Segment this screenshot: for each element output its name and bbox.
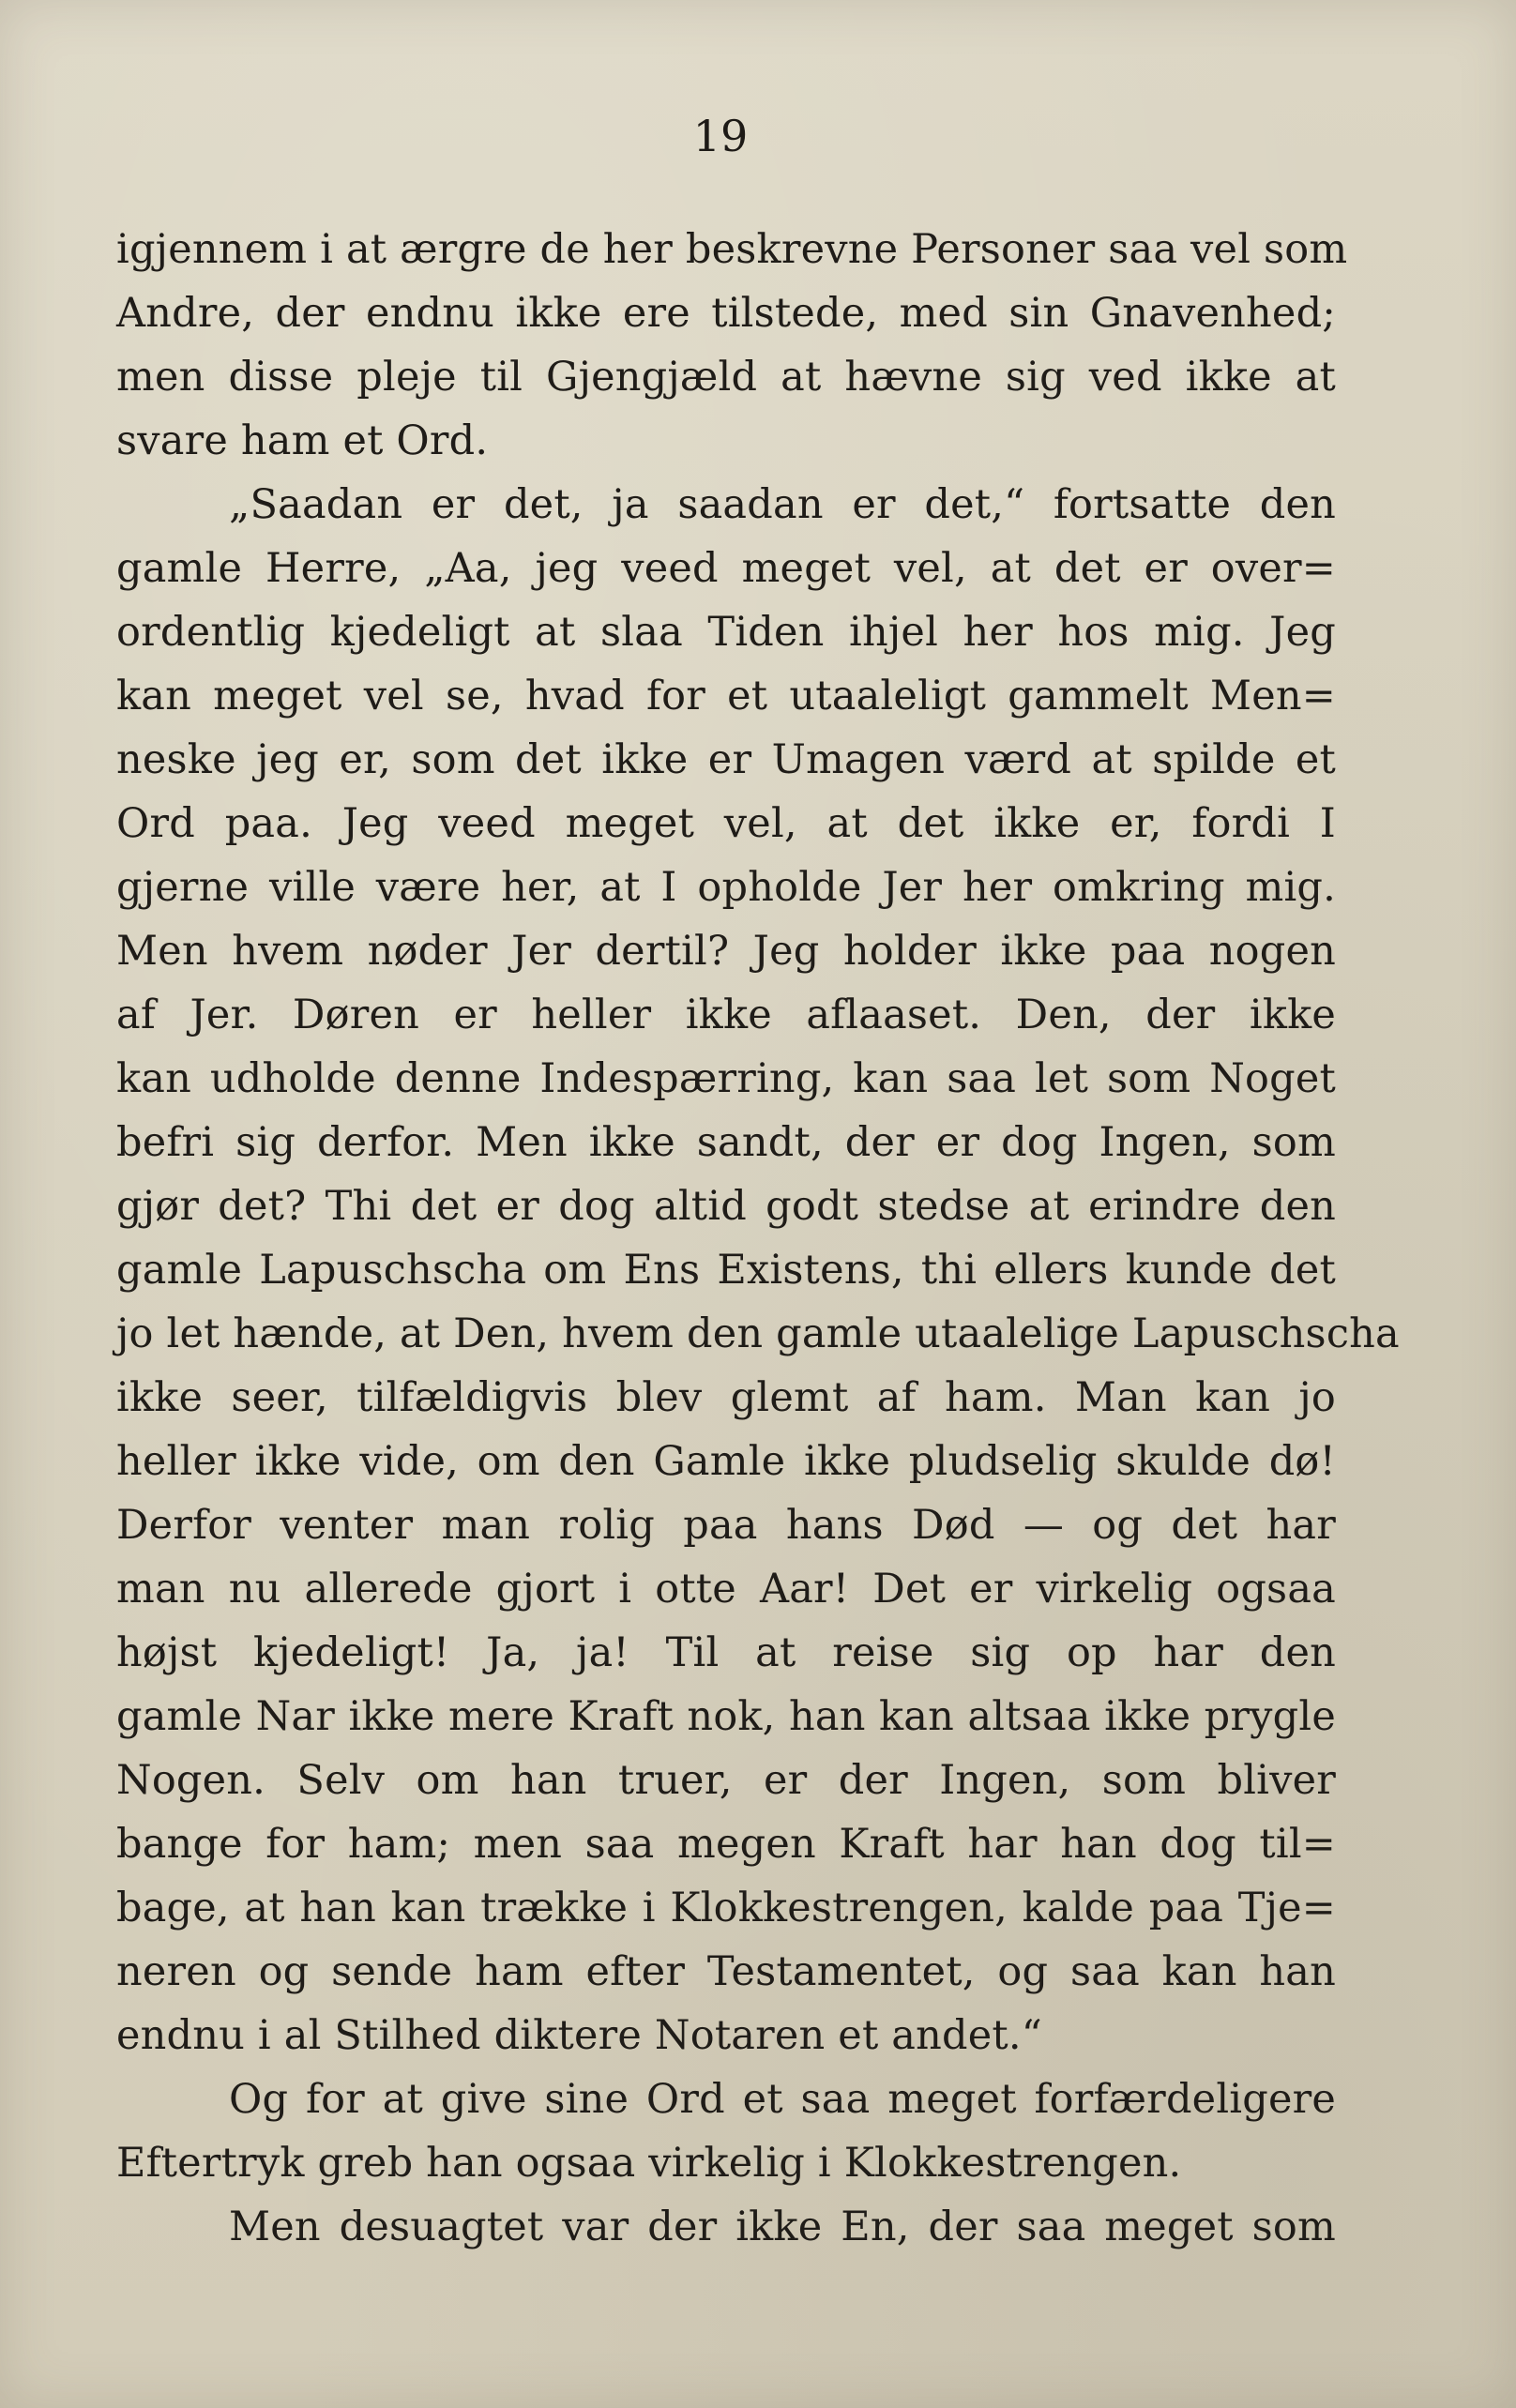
text-line: Men desuagtet var der ikke En, der saa meget som [229,2204,1336,2250]
text-line: af Jer. Døren er heller ikke aflaaset. Den, der ikke [116,992,1336,1038]
text-line: endnu i al Stilhed diktere Notaren et andet.“ [116,2012,1042,2059]
text-line: neren og sende ham efter Testamentet, og saa kan han [116,1948,1336,1995]
text-line: Nogen. Selv om han truer, er der Ingen, som bliver [116,1757,1336,1804]
text-line: kan meget vel se, hvad for et utaaleligt gammelt Men= [116,673,1336,719]
text-line: neske jeg er, som det ikke er Umagen værd at spilde et [116,736,1336,783]
text-line: Derfor venter man rolig paa hans Død — og det har [116,1502,1336,1549]
text-line: gamle Lapuschscha om Ens Existens, thi ellers kunde det [116,1247,1336,1294]
text-line: jo let hænde, at Den, hvem den gamle utaalelige Lapuschscha [116,1310,1400,1357]
text-line: befri sig derfor. Men ikke sandt, der er dog Ingen, som [116,1119,1336,1166]
text-line: Men hvem nøder Jer dertil? Jeg holder ikke paa nogen [116,928,1336,975]
text-line: gjerne ville være her, at I opholde Jer her omkring mig. [116,864,1336,911]
text-line: „Saadan er det, ja saadan er det,“ fortsatte den [229,481,1336,528]
text-line: men disse pleje til Gjengjæld at hævne sig ved ikke at [116,354,1336,401]
text-line: bage, at han kan trække i Klokkestrengen, kalde paa Tje= [116,1885,1336,1931]
text-line: igjennem i at ærgre de her beskrevne Personer saa vel som [116,226,1348,273]
text-line: man nu allerede gjort i otte Aar! Det er virkelig ogsaa [116,1566,1336,1613]
text-line: gamle Nar ikke mere Kraft nok, han kan altsaa ikke prygle [116,1693,1336,1740]
text-line: ikke seer, tilfældigvis blev glemt af ham. Man kan jo [116,1374,1336,1421]
page-number: 19 [692,111,749,161]
text-line: Ord paa. Jeg veed meget vel, at det ikke er, fordi I [116,800,1336,847]
text-line: Og for at give sine Ord et saa meget forfærdeligere [229,2076,1336,2123]
text-line: gjør det? Thi det er dog altid godt stedse at erindre den [116,1183,1336,1230]
text-line: højst kjedeligt! Ja, ja! Til at reise sig op har den [116,1629,1336,1676]
text-line: Andre, der endnu ikke ere tilstede, med sin Gnavenhed; [116,290,1336,337]
text-line: bange for ham; men saa megen Kraft har han dog til= [116,1821,1336,1868]
text-line: svare ham et Ord. [116,417,489,464]
text-line: kan udholde denne Indespærring, kan saa let som Noget [116,1055,1336,1102]
text-line: heller ikke vide, om den Gamle ikke pludselig skulde dø! [116,1438,1336,1485]
body-text [116,218,1400,2259]
text-line: Eftertryk greb han ogsaa virkelig i Klokkestrengen. [116,2140,1182,2187]
text-line: ordentlig kjedeligt at slaa Tiden ihjel her hos mig. Jeg [116,609,1336,656]
text-line: gamle Herre, „Aa, jeg veed meget vel, at det er over= [116,545,1336,592]
